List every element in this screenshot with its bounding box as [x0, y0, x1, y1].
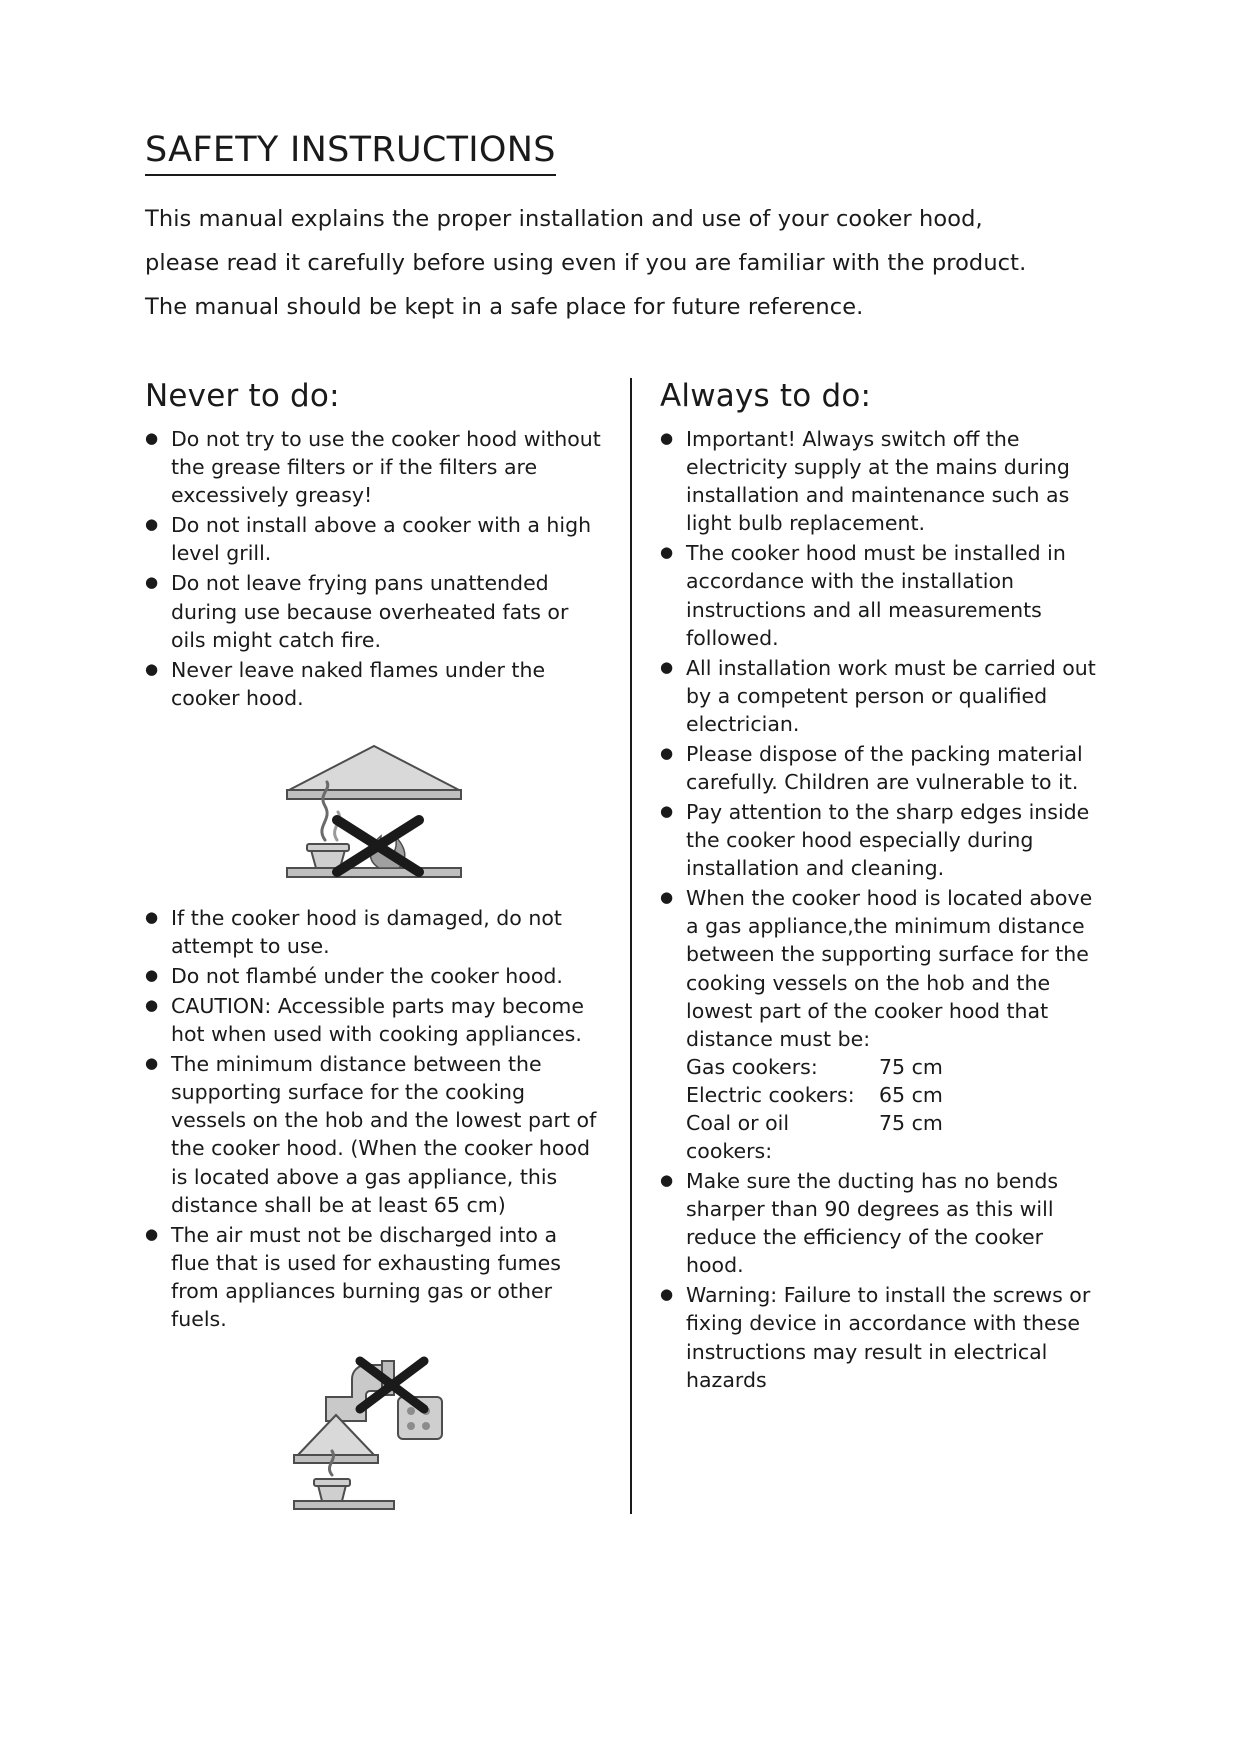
- list-item-text: Do not try to use the cooker hood without the grease filters or if the filters are excessively greasy!: [171, 427, 601, 508]
- distance-label: Coal or oil cookers:: [686, 1110, 790, 1164]
- always-to-do-list: [660, 425, 1102, 1394]
- list-item-text: All installation work must be carried out by a competent person or qualified electrician.: [686, 655, 1096, 736]
- list-item-text: The air must not be discharged into a flue that is used for exhausting fumes from appliances burning gas or other fuels.: [171, 1222, 561, 1331]
- always-to-do-heading: Always to do:: [660, 377, 872, 414]
- never-to-do-list-top: [145, 425, 602, 712]
- list-item: [145, 511, 602, 567]
- list-item: [145, 569, 602, 653]
- list-item-text: Do not leave frying pans unattended during use because overheated fats or oils might catch fire.: [171, 571, 569, 652]
- list-item: [660, 1281, 1102, 1393]
- intro-line-2: please read it carefully before using even if you are familiar with the product.: [145, 250, 1027, 277]
- list-item-text: Do not install above a cooker with a high level grill.: [171, 513, 592, 566]
- list-item-text: Never leave naked flames under the cooker hood.: [171, 657, 546, 710]
- list-item: [660, 539, 1102, 651]
- list-item-text: If the cooker hood is damaged, do not attempt to use.: [171, 905, 562, 958]
- distance-label: Electric cookers:: [686, 1082, 855, 1107]
- page-title: SAFETY INSTRUCTIONS: [145, 130, 556, 176]
- minimum-distance-table: [686, 1053, 1102, 1165]
- table-row: [686, 1053, 1102, 1081]
- two-column-body: [145, 378, 1105, 1514]
- list-item: [660, 425, 1102, 537]
- list-item-text: Please dispose of the packing material carefully. Children are vulnerable to it.: [686, 741, 1083, 794]
- never-to-do-column: [145, 378, 630, 1514]
- list-item: [145, 992, 602, 1048]
- list-item: [660, 1167, 1102, 1279]
- list-item: [145, 1050, 602, 1218]
- never-to-do-list-bottom: [145, 904, 602, 1333]
- list-item-text: The minimum distance between the supporting surface for the cooking vessels on the hob and the lowest part of the cooker hood. (When the cooker hood is located above a gas appliance, this distance shall be at least 65 cm): [171, 1052, 597, 1217]
- list-item: [660, 740, 1102, 796]
- list-item: [660, 654, 1102, 738]
- intro-line-1: This manual explains the proper installation and use of your cooker hood,: [145, 206, 983, 233]
- list-item: [145, 425, 602, 509]
- intro-paragraph: [145, 198, 1105, 330]
- distance-value: 65 cm: [879, 1082, 943, 1107]
- list-item-text: When the cooker hood is located above a gas appliance,the minimum distance between the supporting surface for the cooking vessels on the hob and the lowest part of the cooker hood that distance must be:: [686, 886, 1093, 1051]
- distance-value: 75 cm: [879, 1054, 943, 1079]
- distance-label: Gas cookers:: [686, 1054, 818, 1079]
- list-item-text: Do not flambé under the cooker hood.: [171, 964, 563, 988]
- no-naked-flame-under-hood-icon: [145, 728, 602, 888]
- list-item: [660, 884, 1102, 1165]
- always-to-do-column: [632, 378, 1102, 1514]
- list-item: [145, 962, 602, 990]
- list-item: [145, 904, 602, 960]
- list-item: [145, 656, 602, 712]
- list-item: [660, 798, 1102, 882]
- page-content: [145, 130, 1105, 1514]
- no-discharge-into-flue-icon: [145, 1339, 602, 1514]
- distance-value: 75 cm: [879, 1110, 943, 1135]
- list-item-text: CAUTION: Accessible parts may become hot when used with cooking appliances.: [171, 994, 584, 1047]
- list-item-text: Warning: Failure to install the screws or fixing device in accordance with these instructions may result in electrical hazards: [686, 1283, 1091, 1392]
- list-item-text: The cooker hood must be installed in accordance with the installation instructions and all measurements followed.: [686, 541, 1066, 650]
- table-row: [686, 1081, 1102, 1109]
- list-item-text: Pay attention to the sharp edges inside the cooker hood especially during installation and cleaning.: [686, 800, 1090, 881]
- list-item-text: Make sure the ducting has no bends sharper than 90 degrees as this will reduce the efficiency of the cooker hood.: [686, 1169, 1059, 1278]
- never-to-do-heading: Never to do:: [145, 377, 340, 414]
- table-row: [686, 1109, 1102, 1165]
- intro-line-3: The manual should be kept in a safe place for future reference.: [145, 294, 864, 320]
- list-item-text: Important! Always switch off the electricity supply at the mains during installation and maintenance such as light bulb replacement.: [686, 427, 1070, 536]
- list-item: [145, 1221, 602, 1333]
